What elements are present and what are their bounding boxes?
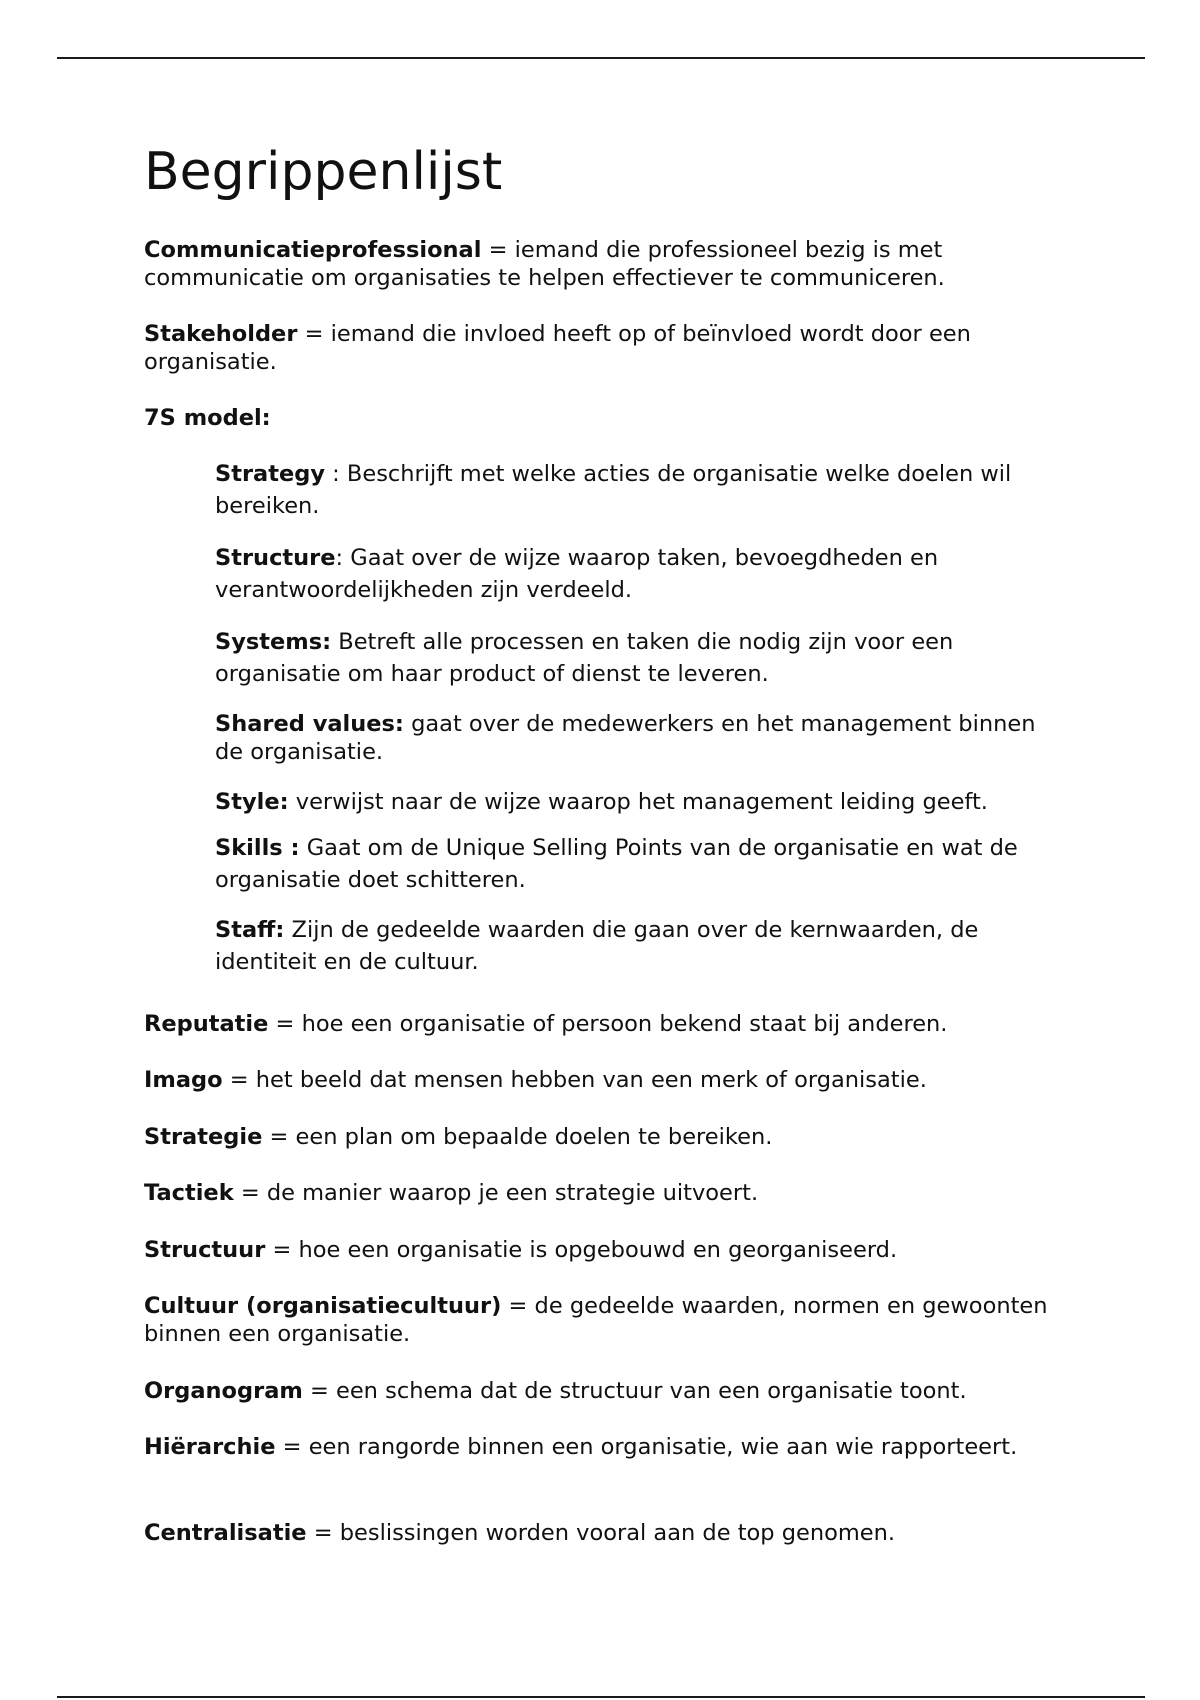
entry-separator: =: [302, 1378, 336, 1404]
model-item-term: Style:: [215, 789, 289, 815]
entry-term: Strategie: [144, 1124, 263, 1150]
model-item-definition: gaat over de medewerkers en het management binnen de organisatie.: [215, 711, 1036, 765]
entry-separator: =: [233, 1180, 267, 1206]
glossary-entry: [144, 1123, 1064, 1151]
entry-term: Communicatieprofessional: [144, 237, 482, 263]
entry-term: Imago: [144, 1067, 223, 1093]
entry-definition: hoe een organisatie of persoon bekend staat bij anderen.: [301, 1011, 948, 1037]
entry-term: Tactiek: [144, 1180, 234, 1206]
entry-separator: =: [262, 1124, 296, 1150]
entry-separator: =: [222, 1067, 256, 1093]
entry-separator: =: [306, 1520, 340, 1546]
entry-definition: de gedeelde waarden, normen en gewoonten binnen een organisatie.: [144, 1293, 1048, 1347]
page-title: Begrippenlijst: [144, 142, 503, 202]
glossary-entry: [144, 1010, 1064, 1038]
entry-definition: een schema dat de structuur van een organisatie toont.: [336, 1378, 967, 1404]
glossary-entry: [144, 1292, 1064, 1348]
entry-term: Structuur: [144, 1237, 266, 1263]
entry-separator: =: [265, 1237, 299, 1263]
model-item: [215, 626, 1065, 690]
entry-separator: =: [268, 1011, 302, 1037]
model-item-separator: :: [325, 461, 347, 487]
model-item-definition: Betreft alle processen en taken die nodig zijn voor een organisatie om haar product of dienst te leveren.: [215, 629, 954, 687]
model-item-term: Skills :: [215, 835, 300, 861]
model-item-term: Shared values:: [215, 711, 404, 737]
entry-term: Cultuur (organisatiecultuur): [144, 1293, 502, 1319]
model-heading: 7S model:: [144, 405, 271, 431]
entry-definition: een plan om bepaalde doelen te bereiken.: [295, 1124, 773, 1150]
top-rule: [57, 57, 1145, 59]
entry-separator: =: [297, 321, 331, 347]
model-item: [215, 542, 1065, 606]
model-item-term: Structure: [215, 545, 336, 571]
entry-term: Hiërarchie: [144, 1434, 276, 1460]
entry-definition: een rangorde binnen een organisatie, wie aan wie rapporteert.: [308, 1434, 1018, 1460]
entry-separator: =: [501, 1293, 535, 1319]
entry-term: Centralisatie: [144, 1520, 307, 1546]
model-item-separator: [300, 835, 307, 861]
glossary-entry: [144, 1519, 1064, 1547]
entry-definition: iemand die professioneel bezig is met communicatie om organisaties te helpen effectiever te communiceren.: [144, 237, 945, 291]
glossary-entry: [144, 1179, 1064, 1207]
model-item: [215, 914, 1065, 978]
model-item: [215, 710, 1065, 766]
entry-term: Organogram: [144, 1378, 303, 1404]
entry-definition: hoe een organisatie is opgebouwd en georganiseerd.: [298, 1237, 898, 1263]
model-item-separator: [284, 917, 291, 943]
model-item-term: Staff:: [215, 917, 285, 943]
glossary-entry: [144, 320, 1064, 376]
model-item-definition: Zijn de gedeelde waarden die gaan over de kernwaarden, de identiteit en de cultuur.: [215, 917, 979, 975]
model-item: [215, 458, 1065, 522]
entry-definition: de manier waarop je een strategie uitvoert.: [266, 1180, 759, 1206]
glossary-entry: [144, 1236, 1064, 1264]
model-item-definition: Gaat over de wijze waarop taken, bevoegdheden en verantwoordelijkheden zijn verdeeld.: [215, 545, 939, 603]
model-item-definition: Beschrijft met welke acties de organisatie welke doelen wil bereiken.: [215, 461, 1012, 519]
entry-definition: iemand die invloed heeft op of beïnvloed wordt door een organisatie.: [144, 321, 971, 375]
entry-term: Reputatie: [144, 1011, 269, 1037]
entry-term: Stakeholder: [144, 321, 298, 347]
model-item: [215, 786, 1115, 818]
entry-separator: =: [275, 1434, 309, 1460]
model-item: [215, 832, 1065, 896]
glossary-entry: [144, 236, 1064, 292]
model-item-definition: verwijst naar de wijze waarop het management leiding geeft.: [295, 789, 988, 815]
model-item-separator: [289, 789, 296, 815]
glossary-entry: [144, 1433, 1064, 1461]
model-item-term: Strategy: [215, 461, 326, 487]
glossary-entry: [144, 1066, 1064, 1094]
entry-definition: beslissingen worden vooral aan de top genomen.: [339, 1520, 896, 1546]
model-item-term: Systems:: [215, 629, 332, 655]
bottom-rule: [57, 1696, 1145, 1698]
entry-definition: het beeld dat mensen hebben van een merk of organisatie.: [255, 1067, 927, 1093]
entry-separator: =: [481, 237, 515, 263]
glossary-entry: [144, 1377, 1064, 1405]
model-item-separator: :: [335, 545, 351, 571]
model-item-definition: Gaat om de Unique Selling Points van de organisatie en wat de organisatie doet schitteren.: [215, 835, 1018, 893]
